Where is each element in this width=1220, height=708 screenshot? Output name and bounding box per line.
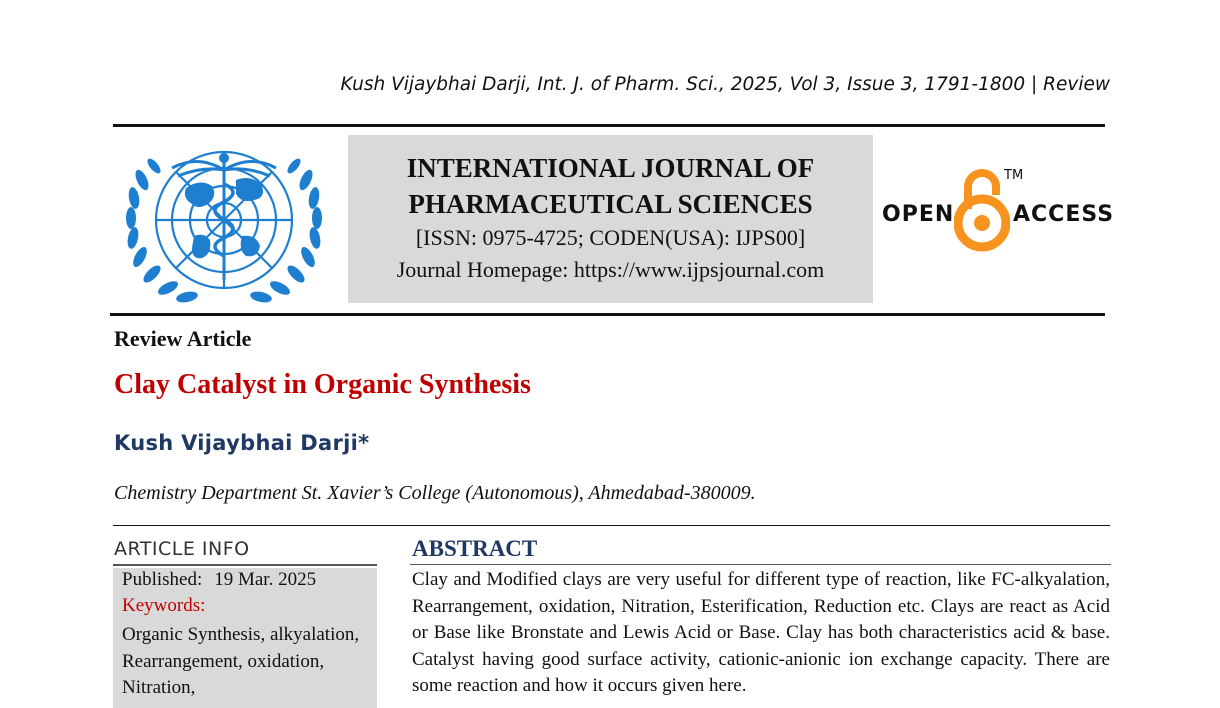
journal-emblem-icon (124, 140, 324, 306)
article-title: Clay Catalyst in Organic Synthesis (114, 369, 531, 400)
top-divider (113, 124, 1105, 127)
section-divider (113, 525, 1110, 526)
laurel-right (249, 157, 322, 305)
journal-homepage: Journal Homepage: https://www.ijpsjournal.com (396, 257, 825, 282)
journal-name-line2: PHARMACEUTICAL SCIENCES (408, 189, 813, 219)
open-access-lock-icon (954, 165, 1010, 253)
author-affiliation: Chemistry Department St. Xavier’s College (Autonomous), Ahmedabad-380009. (114, 482, 756, 504)
journal-name (348, 150, 873, 222)
keywords-list: Organic Synthesis, alkyalation, Rearrangement, oxidation, Nitration, (122, 624, 360, 698)
masthead-divider (110, 313, 1105, 316)
article-info-box (113, 568, 377, 708)
article-info-rule (113, 564, 377, 566)
open-access-badge (880, 165, 1115, 255)
published-label: Published: (122, 569, 203, 590)
journal-name-line1: INTERNATIONAL JOURNAL OF (406, 153, 815, 183)
abstract-text: Clay and Modified clays are very useful for different type of reaction, like FC-alkyalation, Rearrangement, oxidation, Nitration, Esterification, Reduction etc. Clays are react as Acid or Base like Bronstate and Lewis Acid or Base. Clay has both characteristics acid & base. Catalyst having good surface activity, cationic-anionic ion exchange capacity. There are some reaction and how it occurs given here. (412, 569, 1110, 697)
running-header-citation: Kush Vijaybhai Darji, Int. J. of Pharm. Sci., 2025, Vol 3, Issue 3, 1791-1800 | Review (340, 74, 1110, 95)
open-access-open-label: OPEN (882, 202, 955, 227)
journal-issn: [ISSN: 0975-4725; CODEN(USA): IJPS00] (415, 225, 806, 250)
published-row (122, 569, 316, 591)
published-date: 19 Mar. 2025 (214, 569, 317, 590)
abstract-rule (410, 564, 1111, 565)
keywords-label: Keywords: (122, 595, 206, 616)
article-author: Kush Vijaybhai Darji* (114, 431, 370, 455)
abstract-heading: ABSTRACT (412, 536, 538, 561)
open-access-trademark: TM (1004, 168, 1024, 183)
open-access-access-label: ACCESS (1013, 202, 1115, 227)
journal-masthead-box (348, 135, 873, 303)
laurel-left (126, 157, 199, 305)
article-info-heading: ARTICLE INFO (114, 538, 250, 560)
article-type: Review Article (114, 326, 252, 351)
